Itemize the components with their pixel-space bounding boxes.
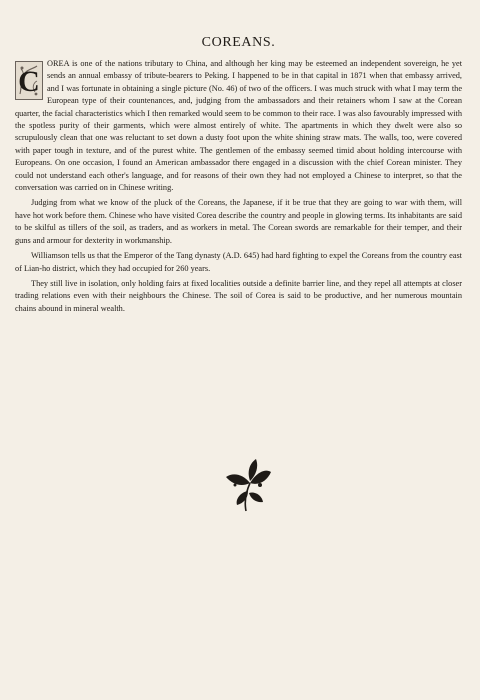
- decorated-initial-icon: [15, 61, 43, 100]
- paragraph-3: Williamson tells us that the Emperor of the Tang dynasty (A.D. 645) had hard fighting to expel the Coreans from the country east of Lian-ho district, which they had occupied for 260 years.: [15, 251, 462, 273]
- svg-text:C: C: [18, 65, 40, 98]
- floral-tailpiece-icon: [222, 457, 272, 515]
- paragraph-1-text: OREA is one of the nations tributary to China, and although her king may be esteemed an independent sovereign, he yet sends an annual embassy of tribute-bearers to Peking. I happened to be in that capital in 1871 when that embassy arrived, and I was fortunate in obtaining a single picture (No. 46) of two of the officers. I was much struck with what I may term the European type of their countenances, and, judging from the ambassadors and their retainers whom I saw at the Corean quarter, the facial characteristics which I then remarked would seem to be common to their race. I was also favourably impressed with the spotless purity of their garments, which were almost entirely of white. The apartments in which they dwelt were also so scrupulously clean that one was reluctant to set down a dusty foot upon the white shining straw mats. The walls, too, were covered with paper tough in texture, and of the purest white. The gentlemen of the embassy seemed timid about holding intercourse with Europeans. On one occasion, I found an American ambassador there engaged in a discussion with the chief Corean minister. They could not understand each other's language, and for reasons of their own they had not employed a Chinese to interpret, so that the conversation was carried on in Chinese writing.: [15, 59, 462, 193]
- paragraph-2: Judging from what we know of the pluck of the Coreans, the Japanese, if it be true that they are going to war with them, will have hot work before them. Chinese who have visited Corea describe the country and people in glowing terms. Its inhabitants are said to be skilful as tillers of the soil, as traders, and as workers in metal. The Corean swords are remarkable for their temper, and their guns and armour for dexterity in workmanship.: [15, 198, 462, 245]
- paragraph-1: [15, 58, 462, 194]
- article-body: [15, 58, 462, 315]
- ornamental-initial-c: [15, 61, 43, 100]
- page-title: COREANS.: [201, 35, 276, 50]
- paragraph-4: They still live in isolation, only holding fairs at fixed localities outside a definite barrier line, and they repel all attempts at closer trading relations even with their neighbours the Chinese. The soil of Corea is said to be productive, and her numerous mountain chains abound in mineral wealth.: [15, 278, 462, 313]
